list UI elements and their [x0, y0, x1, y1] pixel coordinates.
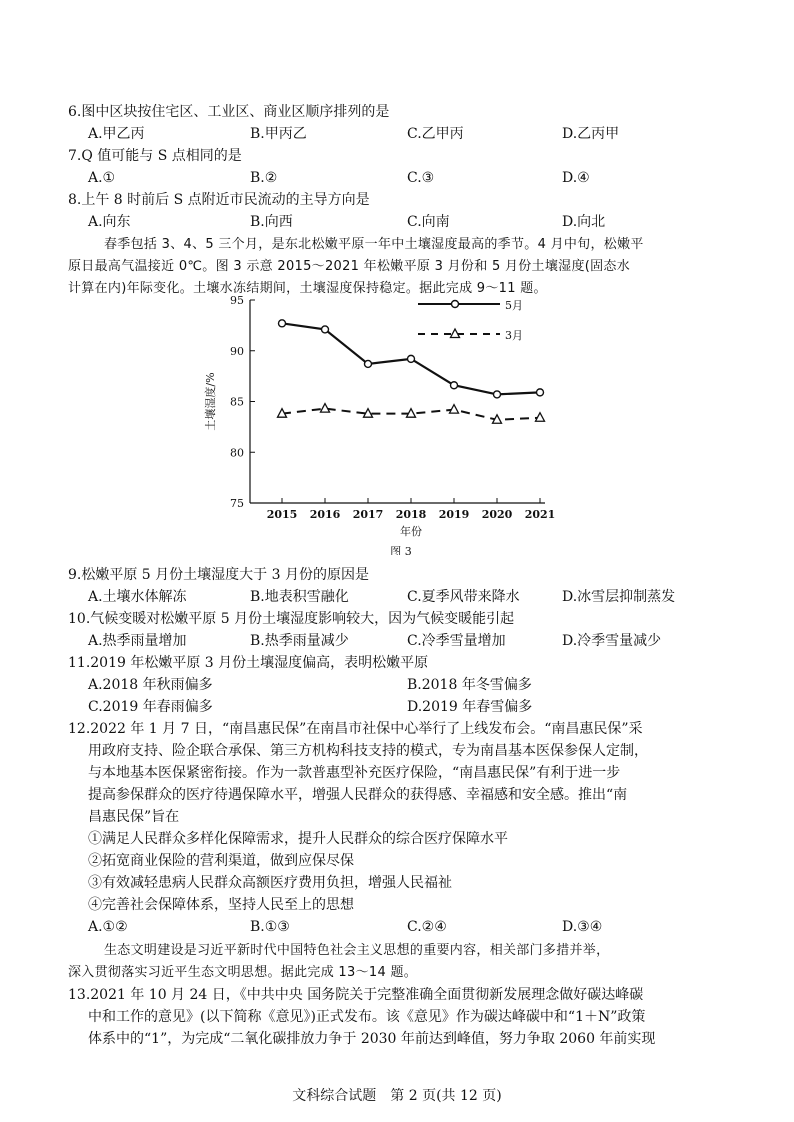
- data-point: [408, 355, 415, 362]
- q7-option-a: A.①: [88, 170, 116, 186]
- y-axis-label: 土壤湿度/%: [204, 372, 217, 431]
- q11-option-c: C.2019 年春雨偏多: [88, 699, 213, 715]
- data-point: [365, 360, 372, 367]
- q12-line-3: 与本地基本医保紧密衔接。作为一款普惠型补充医疗保险，“南昌惠民保”有利于进一步: [88, 765, 621, 781]
- q13-line-1: 13.2021 年 10 月 24 日，《中共中央 国务院关于完整准确全面贯彻新发展理念做好碳达峰碳: [68, 987, 644, 1003]
- chart-axes: [203, 294, 555, 555]
- q12-line-5: 昌惠民保”旨在: [88, 809, 180, 825]
- q8-stem: 8.上午 8 时前后 S 点附近市民流动的主导方向是: [68, 192, 370, 208]
- y-tick-label: 80: [230, 446, 244, 460]
- x-tick-label: 2016: [309, 508, 341, 521]
- y-tick-label: 90: [230, 344, 244, 358]
- q11-stem: 11.2019 年松嫩平原 3 月份土壤湿度偏高，表明松嫩平原: [68, 655, 429, 671]
- q6-option-a: A.甲乙丙: [88, 126, 145, 142]
- q8-option-a: A.向东: [88, 214, 131, 230]
- intro3-line-2: 深入贯彻落实习近平生态文明思想。据此完成 13～14 题。: [68, 965, 418, 980]
- q12-item-2: ②拓宽商业保险的营利渠道，做到应保尽保: [88, 853, 354, 869]
- q10-option-b: B.热季雨量减少: [250, 633, 349, 649]
- q7-option-d: D.④: [562, 170, 590, 186]
- q9-option-b: B.地表积雪融化: [250, 589, 349, 605]
- q12-line-4: 提高参保群众的医疗待遇保障水平，增强人民群众的获得感、幸福感和安全感。推出“南: [88, 787, 628, 803]
- figure-caption: 图 3: [390, 545, 412, 555]
- q9-option-a: A.土壤水体解冻: [88, 589, 187, 605]
- q8-option-c: C.向南: [407, 214, 450, 230]
- x-tick-label: 2019: [438, 508, 470, 521]
- q12-item-1: ①满足人民群众多样化保障需求，提升人民群众的综合医疗保障水平: [88, 831, 508, 847]
- q12-item-4: ④完善社会保障体系，坚持人民至上的思想: [88, 897, 354, 913]
- q13-line-2: 中和工作的意见》(以下简称《意见》)正式发布。该《意见》作为碳达峰碳中和“1＋N”政策: [88, 1009, 646, 1025]
- x-tick-label: 2021: [524, 508, 556, 521]
- q12-option-c: C.②④: [407, 919, 447, 935]
- x-tick-label: 2018: [395, 508, 427, 521]
- x-tick-label: 2017: [352, 508, 384, 521]
- q9-stem: 9.松嫩平原 5 月份土壤湿度大于 3 月份的原因是: [68, 567, 369, 583]
- q13-line-3: 体系中的“1”，为完成“二氧化碳排放力争于 2030 年前达到峰值，努力争取 2060 年前实现: [88, 1031, 656, 1047]
- chart-legend: [418, 299, 523, 342]
- q11-option-a: A.2018 年秋雨偏多: [88, 677, 213, 693]
- q6-option-b: B.甲丙乙: [250, 126, 307, 142]
- q7-option-b: B.②: [250, 170, 278, 186]
- q12-item-3: ③有效减轻患病人民群众高额医疗费用负担，增强人民福祉: [88, 875, 452, 891]
- q10-option-c: C.冷季雪量增加: [407, 633, 506, 649]
- q10-stem: 10.气候变暖对松嫩平原 5 月份土壤湿度影响较大，因为气候变暖能引起: [68, 611, 515, 627]
- q12-line-2: 用政府支持、险企联合承保、第三方机构科技支持的模式，专为南昌基本医保参保人定制，: [88, 743, 648, 759]
- q6-option-d: D.乙丙甲: [562, 126, 620, 142]
- q10-option-d: D.冷季雪量减少: [562, 633, 662, 649]
- data-point: [321, 404, 330, 413]
- data-point: [279, 320, 286, 327]
- q11-option-d: D.2019 年春雪偏多: [407, 699, 533, 715]
- soil-moisture-chart: [200, 290, 560, 555]
- intro3-line-1: 生态文明建设是习近平新时代中国特色社会主义思想的重要内容，相关部门多措并举，: [104, 943, 610, 958]
- y-tick-label: 85: [230, 395, 244, 409]
- x-tick-label: 2015: [266, 508, 298, 521]
- y-tick-label: 95: [230, 294, 244, 307]
- q12-option-b: B.①③: [250, 919, 290, 935]
- page-footer: 文科综合试题 第 2 页(共 12 页): [292, 1088, 502, 1104]
- q12-option-d: D.③④: [562, 919, 603, 935]
- y-tick-label: 75: [230, 497, 244, 510]
- legend-label: 3月: [505, 329, 523, 342]
- intro2-line-1: 春季包括 3、4、5 三个月，是东北松嫩平原一年中土壤湿度最高的季节。4 月中旬，松嫩平: [104, 237, 644, 252]
- q8-option-b: B.向西: [250, 214, 293, 230]
- q12-line-1: 12.2022 年 1 月 7 日，“南昌惠民保”在南昌市社保中心举行了上线发布会。“南昌惠民保”采: [68, 721, 643, 737]
- x-axis-label: 年份: [400, 525, 422, 538]
- q7-stem: 7.Q 值可能与 S 点相同的是: [68, 148, 242, 164]
- q11-option-b: B.2018 年冬雪偏多: [407, 677, 532, 693]
- intro2-line-2: 原日最高气温接近 0℃。图 3 示意 2015～2021 年松嫩平原 3 月份和 5 月份土壤湿度(固态水: [68, 259, 631, 274]
- data-point: [494, 391, 501, 398]
- q6-stem: 6.图中区块按住宅区、工业区、商业区顺序排列的是: [68, 104, 390, 120]
- x-tick-label: 2020: [481, 508, 513, 521]
- data-point: [537, 389, 544, 396]
- q9-option-c: C.夏季风带来降水: [407, 589, 520, 605]
- data-point: [450, 405, 459, 414]
- legend-label: 5月: [505, 299, 523, 312]
- data-point: [451, 382, 458, 389]
- legend-marker: [452, 301, 459, 308]
- q8-option-d: D.向北: [562, 214, 606, 230]
- q6-option-c: C.乙甲丙: [407, 126, 464, 142]
- q12-option-a: A.①②: [88, 919, 128, 935]
- data-point: [322, 326, 329, 333]
- q9-option-d: D.冰雪层抑制蒸发: [562, 589, 676, 605]
- q10-option-a: A.热季雨量增加: [88, 633, 187, 649]
- intro2-line-3: 计算在内)年际变化。土壤水冻结期间，土壤湿度保持稳定。据此完成 9～11 题。: [68, 281, 547, 296]
- q7-option-c: C.③: [407, 170, 435, 186]
